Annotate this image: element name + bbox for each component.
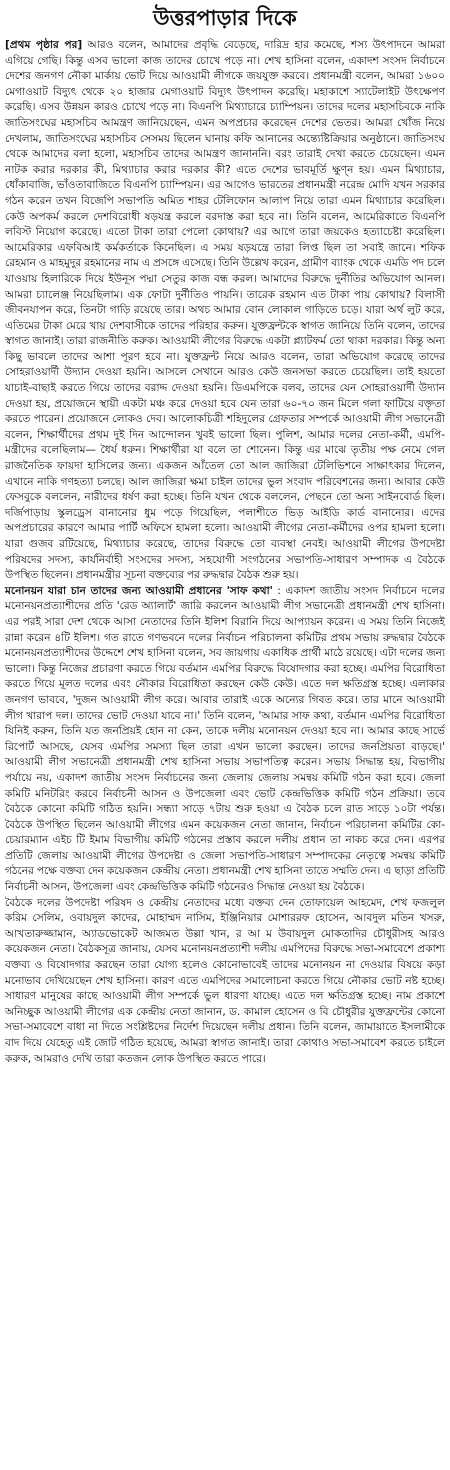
article-paragraph: [5, 38, 445, 584]
paragraph-text: বৈঠকে দলের উপদেষ্টা পরিষদ ও কেন্দ্রীয় নেতাদের মধ্যে বক্তব্য দেন তোফায়েল আহমেদ, শেখ ফজলুল করিম সেলিম, ওবায়দুল কাদের, মোহাম্মদ নাসিম, ইঞ্জিনিয়ার মোশাররফ হোসেন, আবদুল মতিন খসরু, আখতারুজ্জামান, অ্যাডভোকেট আজমত উল্লা খান, র আ ম উবায়দুল মোকতাদির চৌধুরীসহ আরও কয়েকজন নেতা। বৈঠকসূত্র জানায়, যেসব মনোনয়নপ্রত্যাশী দলীয় এমপিদের বিরুদ্ধে সভা-সমাবেশে প্রকাশ্য বক্তব্য ও বিষোদগার করছেন তারা যোগ্য হলেও কোনোভাবেই তাদের মনোনয়ন না দেওয়ার বিষয়ে কড়া মনোভাব দেখিয়েছেন শেখ হাসিনা। কারণ এতে এমপিদের সমালোচনা করতে গিয়ে নৌকার ভোট নষ্ট হচ্ছে। সাধারণ মানুষের কাছে আওয়ামী লীগ সম্পর্কে ভুল ধারণা যাচ্ছে। এতে দল ক্ষতিগ্রস্ত হচ্ছে। নাম প্রকাশে অনিচ্ছুক আওয়ামী লীগের এক কেন্দ্রীয় নেতা জানান, ড. কামাল হোসেন ও বি চৌধুরীর যুক্তফ্রন্টের কোনো সভা-সমাবেশে বাধা না দিতে সংশ্লিষ্টদের নির্দেশ দিয়েছেন দলীয় প্রধান। তিনি বলেন, জামায়াতে ইসলামীকে বাদ দিয়ে যেহেতু এই জোট গঠিত হয়েছে, আমরা স্বাগত জানাই। তারা কোথাও সভা-সমাবেশ করতে চাইলে করুক, আমরাও দেখি তারা কতজন লোক উপস্থিত করতে পারে।: [5, 896, 445, 1065]
paragraph-text: আরও বলেন, আমাদের প্রবৃদ্ধি বেড়েছে, দারিদ্র হার কমেছে, শস্য উৎপাদনে আমরা এগিয়ে গেছি। কিন্তু এসব ভালো কাজ তাদের চোখে পড়ে না। শেখ হাসিনা বলেন, একাদশ সংসদ নির্বাচনে দেশের জনগণ নৌকা মার্কায় ভোট দিয়ে আওয়ামী লীগকে জয়যুক্ত করবে। প্রধানমন্ত্রী বলেন, আমরা ১৬০০ মেগাওয়াট বিদ্যুৎ থেকে ২০ হাজার মেগাওয়াট বিদ্যুৎ উৎপাদন করেছি। মহাকাশে স্যাটেলাইট উৎক্ষেপণ করেছি। এসব উন্নয়ন কারও চোখে পড়ে না। বিএনপি মিথ্যাচারে চ্যাম্পিয়ন। তাদের দলের মহাসচিবকে নাকি জাতিসংঘের মহাসচিব আমন্ত্রণ জানিয়েছেন, এমন অপপ্রচার করেছেন দেশের ভেতর। আমরা খোঁজ নিয়ে দেখলাম, জাতিসংঘের মহাসচিব সেসময় ছিলেন ঘানায় কফি আনানের অন্ত্যেষ্টিক্রিয়ার অনুষ্ঠানে। জাতিসংঘ থেকে আমাদের বলা হলো, মহাসচিব তাদের আমন্ত্রণ জানাননি। বরং তারাই দেখা করতে চেয়েছেন। এমন নাটক করার দরকার কী, মিথ্যাচার করার দরকার কী? এতে দেশের ভাবমূর্তি ক্ষুণ্ন হয়। এমন মিথ্যাচার, ধোঁকাবাজি, ভাঁওতাবাজিতে বিএনপি চ্যাম্পিয়ন। এর আগেও ভারতের প্রধানমন্ত্রী নরেন্দ্র মোদি যখন সরকার গঠন করেন তখন বিজেপি সভাপতি অমিত শাহর টেলিফোন আলাপ নিয়ে তারা এমন মিথ্যাচার করেছিল। কেউ অপকর্ম করলে দেশবিরোধী ষড়যন্ত্র করলে বরদাস্ত করা হবে না। তিনি বলেন, আমেরিকাতে বিএনপি লবিস্ট নিয়োগ করেছে। এতো টাকা তারা পেলো কোথায়? এর আগে তারা জয়কেও হত্যাচেষ্টা করেছিল। আমেরিকার এফবিআই কর্মকর্তাকে কিনেছিল। এ সময় ষড়যন্ত্রে তারা লিপ্ত ছিল তা সবাই জানে। শফিক রেহমান ও মাহমুদুর রহমানের নাম এ প্রসঙ্গে এসেছে। তিনি উল্লেখ করেন, গ্রামীণ ব্যাংক থেকে এমডি পদ চলে যাওয়ায় হিলারিকে দিয়ে ইউনূস পদ্মা সেতুর কাজ বন্ধ করল। আমাদের বিরুদ্ধে দুর্নীতির অভিযোগ আনল। আমরা চ্যালেঞ্জ নিয়েছিলাম। এক ফোটা দুর্নীতিও পায়নি। তারেক রহমান এত টাকা পায় কোথায়? বিলাসী জীবনযাপন করে, তিনটা গাড়ি রয়েছে তার। অথচ আমার বোন লোকাল গাড়িতে চড়ে। যারা অর্থ লুট করে, এতিমের টাকা মেরে খায় দেশবাসীকে তাদের পরিহার করুন। যুক্তফ্রন্টকে স্বাগত জানিয়ে তিনি বলেন, তাদের স্বাগত জানাই। তারা রাজনীতি করুক। আওয়ামী লীগের বিরুদ্ধে একটা প্ল্যাটফর্ম তো থাকা দরকার। কিন্তু অন্য কিছু ভাবলে তাদের আশা পূরণ হবে না। যুক্তফ্রন্ট নিয়ে আরও বলেন, তারা অভিযোগ করেছে তাদের সোহরাওয়ার্দী উদ্যান দেওয়া হয়নি। আসলে সেখানে আরও কেউ জনসভা করতে চেয়েছিল। তাই হয়তো যাচাই-বাছাই করতে গিয়ে তাদের বরাদ্দ দেওয়া হয়নি। ডিএমপিকে বলব, তাদের যেন সোহরাওয়ার্দী উদ্যান দেওয়া হয়, প্রয়োজনে স্থায়ী একটা মঞ্চ করে দেওয়া হবে যেন তারা ৬০-৭০ জন মিলে গলা ফাটিয়ে বক্তৃতা করতে পারেন। প্রয়োজনে লোকও দেব। আলোকচিত্রী শহিদুলের গ্রেফতার সম্পর্কে আওয়ামী লীগ সভানেত্রী বলেন, শিক্ষার্থীদের প্রথম দুই দিন আন্দোলন খুবই ভালো ছিল। পুলিশ, আমার দলের নেতা-কর্মী, এমপি-মন্ত্রীদের বলেছিলাম— ধৈর্য ধরুন। শিক্ষার্থীরা যা বলে তা শোনেন। কিন্তু এর মাঝে তৃতীয় পক্ষ নেমে গেল রাজনৈতিক ফায়দা হাসিলের জন্য। একজন আঁতেল তো আল জাজিরা টেলিভিশনে সাক্ষাৎকার দিলেন, এখানে নাকি গণহত্যা চলছে। আল জাজিরা ক্ষমা চাইল তাদের ভুল সংবাদ পরিবেশনের জন্য। আবার কেউ ফেসবুকে বললেন, নারীদের ধর্ষণ করা হচ্ছে। তিনি যখন থেকে বললেন, পেছনে তো অন্য সাইনবোর্ড ছিল। দর্জিপাড়ায় স্কুলড্রেস বানানোর ধুম পড়ে গিয়েছিল, পলাশীতে ভিড় আইডি কার্ড বানানোর। এদের অপপ্রচারের কারণে আমার পার্টি অফিসে হামলা হলো। আওয়ামী লীগের নেতা-কর্মীদের ওপর হামলা হলো। যারা গুজব রটিয়েছে, মিথ্যাচার করেছে, তাদের বিরুদ্ধে তো ব্যবস্থা নেবই। আওয়ামী লীগের উপদেষ্টা পরিষদের সদস্য, কার্যনির্বাহী সংসদের সদস্য, সহযোগী সংগঠনের সভাপতি-সাধারণ সম্পাদক এ বৈঠকে উপস্থিত ছিলেন। প্রধানমন্ত্রীর সূচনা বক্তব্যের পর রুদ্ধদ্বার বৈঠক শুরু হয়।: [5, 39, 445, 582]
article-paragraph: [5, 896, 445, 1068]
article-headline: উত্তরপাড়ার দিকে: [153, 6, 297, 30]
paragraph-text: : একাদশ জাতীয় সংসদ নির্বাচনে দলের মনোনয়নপ্রত্যাশীদের প্রতি 'রেড অ্যালার্ট' জারি করলেন আওয়ামী লীগ সভানেত্রী প্রধানমন্ত্রী শেখ হাসিনা। এর পরই সারা দেশ থেকে আসা নেতাদের তিনি ইলিশ বিরানি দিয়ে আপ্যায়ন করেন। এ সময় তিনি নিজেই রান্না করেন ৪টি ইলিশ। গত রাতে গণভবনে দলের নির্বাচন পরিচালনা কমিটির প্রথম সভায় রুদ্ধদ্বার বৈঠকে মনোনয়নপ্রত্যাশীদের উদ্দেশে শেখ হাসিনা বলেন, সব জায়গায় একাধিক প্রার্থী মাঠে রয়েছে। এটা দলের জন্য ভালো। কিন্তু নিজের প্রচারণা করতে গিয়ে বর্তমান এমপির বিরুদ্ধে বিষোদগার করা হচ্ছে। এমপির বিরোধিতা করতে গিয়ে মূলত দলের এবং নৌকার বিরোধিতা করছেন কেউ কেউ। এতে দল ক্ষতিগ্রস্ত হচ্ছে। এলাকার জনগণ ভাববে, 'দুজন আওয়ামী লীগ করে। আবার তারাই একে অন্যের গিবত করে। তার মানে আওয়ামী লীগ খারাপ দল। তাদের ভোট দেওয়া যাবে না।' তিনি বলেন, 'আমার সাফ কথা, বর্তমান এমপির বিরোধিতা যিনিই করুন, তিনি যত জনপ্রিয়ই হোন না কেন, তাকে দলীয় মনোনয়ন দেওয়া হবে না। আমার কাছে সার্ভে রিপোর্ট আসছে, যেসব এমপির সমস্যা ছিল তারা এখন ভালো করছেন। তাদের জনপ্রিয়তা বাড়ছে।' আওয়ামী লীগ সভানেত্রী প্রধানমন্ত্রী শেখ হাসিনা সভায় সভাপতিত্ব করেন। সভায় সিদ্ধান্ত হয়, বিভাগীয় পর্যায়ে নয়, একাদশ জাতীয় সংসদ নির্বাচনের জন্য জেলায় জেলায় সমন্বয় কমিটি গঠন করা হবে। জেলা কমিটি মনিটরিং করবে নির্বাচনী আসন ও উপজেলা এবং ভোট কেন্দ্রভিত্তিক কমিটি গঠন প্রক্রিয়া। তবে বৈঠকে কোনো কমিটি গঠিত হয়নি। সন্ধ্যা সাড়ে ৭টায় শুরু হওয়া এ বৈঠক চলে রাত সাড়ে ১০টা পর্যন্ত। বৈঠকে উপস্থিত ছিলেন আওয়ামী লীগের এমন কয়েকজন নেতা জানান, নির্বাচন পরিচালনা কমিটির কো-চেয়ারম্যান এইচ টি ইমাম বিভাগীয় কমিটি গঠনের প্রস্তাব করলে দলীয় প্রধান তা নাকচ করে দেন। এরপর প্রতিটি জেলায় আওয়ামী লীগের উপদেষ্টা ও জেলা সভাপতি-সাধারণ সম্পাদকের নেতৃত্বে সমন্বয় কমিটি গঠনের পক্ষে বক্তব্য দেন কয়েকজন কেন্দ্রীয় নেতা। প্রধানমন্ত্রী শেখ হাসিনা তাতে সম্মতি দেন। এ ছাড়া প্রতিটি নির্বাচনী আসন, উপজেলা এবং কেন্দ্রভিত্তিক কমিটি গঠনেরও সিদ্ধান্ত নেওয়া হয় বৈঠকে।: [5, 584, 445, 894]
section-subhead: মনোনয়ন যারা চান তাদের জন্য আওয়ামী প্রধানের 'সাফ কথা': [5, 584, 273, 597]
article-paragraph: [5, 584, 445, 896]
continuation-marker: [প্রথম পৃষ্ঠার পর]: [5, 39, 83, 51]
